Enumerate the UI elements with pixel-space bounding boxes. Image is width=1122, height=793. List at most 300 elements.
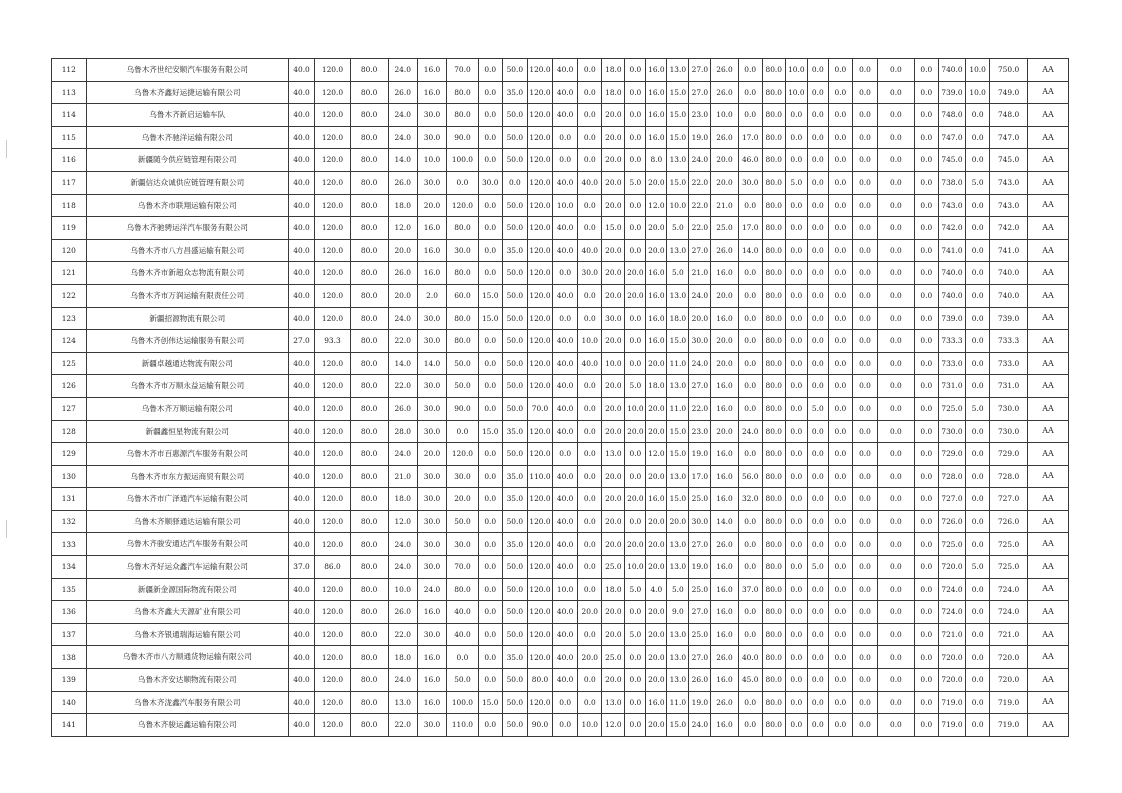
table-cell: 0.0 bbox=[852, 284, 877, 307]
table-cell: 0.0 bbox=[828, 691, 852, 714]
table-cell: 32.0 bbox=[738, 488, 762, 511]
table-row bbox=[52, 510, 1069, 533]
table-cell: 40.0 bbox=[553, 284, 578, 307]
table-cell: 20.0 bbox=[602, 239, 625, 262]
table-cell: 10.0 bbox=[966, 81, 990, 104]
table-cell: 0.0 bbox=[625, 646, 646, 669]
table-cell: 5.0 bbox=[785, 171, 807, 194]
row-number-cell: 129 bbox=[52, 443, 87, 466]
table-row bbox=[52, 488, 1069, 511]
table-cell: 18.0 bbox=[646, 375, 667, 398]
table-cell: 0.0 bbox=[785, 443, 807, 466]
table-cell: 22.0 bbox=[388, 330, 417, 353]
table-cell: 0.0 bbox=[785, 330, 807, 353]
table-cell: 0.0 bbox=[914, 239, 938, 262]
table-cell: 740.0 bbox=[938, 262, 965, 285]
company-name-cell: 乌鲁木齐驰洋运输有限公司 bbox=[86, 126, 288, 149]
table-cell: 90.0 bbox=[447, 126, 478, 149]
table-cell: 40.0 bbox=[288, 691, 314, 714]
table-cell: 20.0 bbox=[646, 420, 667, 443]
table-cell: 0.0 bbox=[914, 59, 938, 82]
table-cell: 0.0 bbox=[878, 375, 915, 398]
row-number-cell: 115 bbox=[52, 126, 87, 149]
table-cell: 40.0 bbox=[553, 465, 578, 488]
table-cell: 25.0 bbox=[602, 556, 625, 579]
table-cell: 0.0 bbox=[478, 601, 502, 624]
table-cell: 0.0 bbox=[738, 352, 762, 375]
table-cell: 731.0 bbox=[938, 375, 965, 398]
table-cell: 16.0 bbox=[711, 488, 738, 511]
table-cell: 16.0 bbox=[417, 669, 446, 692]
table-cell: 40.0 bbox=[553, 623, 578, 646]
company-name-cell: 乌鲁木齐市万顺永益运输有限公司 bbox=[86, 375, 288, 398]
table-cell: 80.0 bbox=[350, 284, 388, 307]
table-cell: 40.0 bbox=[288, 420, 314, 443]
table-cell: 0.0 bbox=[914, 262, 938, 285]
table-cell: 24.0 bbox=[417, 578, 446, 601]
table-cell: 27.0 bbox=[689, 533, 711, 556]
table-cell: 120.0 bbox=[315, 465, 351, 488]
table-cell: 5.0 bbox=[667, 217, 689, 240]
table-cell: 0.0 bbox=[738, 104, 762, 127]
table-cell: 40.0 bbox=[553, 510, 578, 533]
table-cell: 80.0 bbox=[762, 81, 785, 104]
table-cell: 739.0 bbox=[938, 307, 965, 330]
table-cell: 0.0 bbox=[852, 488, 877, 511]
table-cell: 80.0 bbox=[527, 669, 552, 692]
table-cell: 20.0 bbox=[625, 420, 646, 443]
table-cell: 21.0 bbox=[689, 262, 711, 285]
table-cell: 80.0 bbox=[762, 443, 785, 466]
table-cell: 0.0 bbox=[878, 217, 915, 240]
table-cell: 50.0 bbox=[502, 601, 527, 624]
table-cell: 19.0 bbox=[689, 556, 711, 579]
table-cell: 120.0 bbox=[447, 194, 478, 217]
table-cell: 0.0 bbox=[625, 443, 646, 466]
table-cell: 5.0 bbox=[966, 556, 990, 579]
table-cell: 21.0 bbox=[388, 465, 417, 488]
table-cell: 20.0 bbox=[646, 601, 667, 624]
grade-cell: AA bbox=[1027, 59, 1068, 82]
grade-cell: AA bbox=[1027, 239, 1068, 262]
table-cell: 80.0 bbox=[350, 443, 388, 466]
table-cell: 13.0 bbox=[667, 239, 689, 262]
table-cell: 15.0 bbox=[478, 420, 502, 443]
table-cell: 0.0 bbox=[914, 375, 938, 398]
table-cell: 0.0 bbox=[828, 239, 852, 262]
table-cell: 725.0 bbox=[990, 556, 1028, 579]
table-cell: 15.0 bbox=[667, 81, 689, 104]
table-cell: 40.0 bbox=[288, 669, 314, 692]
table-row bbox=[52, 59, 1069, 82]
table-cell: 0.0 bbox=[828, 623, 852, 646]
table-cell: 20.0 bbox=[646, 239, 667, 262]
table-cell: 80.0 bbox=[350, 126, 388, 149]
table-cell: 16.0 bbox=[711, 556, 738, 579]
table-cell: 0.0 bbox=[852, 194, 877, 217]
table-cell: 0.0 bbox=[878, 126, 915, 149]
table-cell: 30.0 bbox=[602, 307, 625, 330]
table-cell: 20.0 bbox=[447, 488, 478, 511]
grade-cell: AA bbox=[1027, 330, 1068, 353]
table-cell: 30.0 bbox=[578, 262, 602, 285]
table-cell: 0.0 bbox=[578, 578, 602, 601]
table-cell: 0.0 bbox=[878, 533, 915, 556]
table-cell: 0.0 bbox=[852, 465, 877, 488]
table-cell: 0.0 bbox=[852, 330, 877, 353]
table-row bbox=[52, 239, 1069, 262]
table-cell: 80.0 bbox=[350, 510, 388, 533]
table-cell: 50.0 bbox=[502, 623, 527, 646]
table-cell: 0.0 bbox=[878, 443, 915, 466]
table-cell: 35.0 bbox=[502, 420, 527, 443]
table-cell: 15.0 bbox=[667, 420, 689, 443]
table-row bbox=[52, 330, 1069, 353]
table-row bbox=[52, 623, 1069, 646]
table-cell: 0.0 bbox=[578, 194, 602, 217]
table-cell: 80.0 bbox=[762, 104, 785, 127]
table-cell: 15.0 bbox=[667, 714, 689, 737]
table-cell: 18.0 bbox=[602, 578, 625, 601]
table-cell: 30.0 bbox=[417, 533, 446, 556]
table-cell: 0.0 bbox=[478, 465, 502, 488]
table-cell: 0.0 bbox=[828, 126, 852, 149]
table-cell: 30.0 bbox=[417, 465, 446, 488]
table-cell: 26.0 bbox=[388, 171, 417, 194]
table-cell: 741.0 bbox=[990, 239, 1028, 262]
table-cell: 80.0 bbox=[447, 330, 478, 353]
table-cell: 16.0 bbox=[711, 601, 738, 624]
table-cell: 24.0 bbox=[689, 714, 711, 737]
table-cell: 19.0 bbox=[689, 126, 711, 149]
table-cell: 0.0 bbox=[914, 623, 938, 646]
table-cell: 0.0 bbox=[828, 217, 852, 240]
table-cell: 0.0 bbox=[785, 601, 807, 624]
table-cell: 0.0 bbox=[785, 194, 807, 217]
table-cell: 0.0 bbox=[878, 510, 915, 533]
grade-cell: AA bbox=[1027, 691, 1068, 714]
table-cell: 40.0 bbox=[553, 239, 578, 262]
table-cell: 14.0 bbox=[711, 510, 738, 533]
table-cell: 0.0 bbox=[878, 194, 915, 217]
table-cell: 50.0 bbox=[502, 126, 527, 149]
table-cell: 10.0 bbox=[553, 578, 578, 601]
table-cell: 20.0 bbox=[646, 352, 667, 375]
table-cell: 22.0 bbox=[689, 194, 711, 217]
table-cell: 0.0 bbox=[878, 397, 915, 420]
table-cell: 50.0 bbox=[502, 443, 527, 466]
table-cell: 0.0 bbox=[878, 669, 915, 692]
table-cell: 13.0 bbox=[667, 59, 689, 82]
table-cell: 0.0 bbox=[807, 59, 828, 82]
table-row bbox=[52, 104, 1069, 127]
row-number-cell: 124 bbox=[52, 330, 87, 353]
table-cell: 0.0 bbox=[966, 262, 990, 285]
table-row bbox=[52, 556, 1069, 579]
table-cell: 80.0 bbox=[350, 556, 388, 579]
table-cell: 24.0 bbox=[388, 533, 417, 556]
table-cell: 0.0 bbox=[553, 149, 578, 172]
table-cell: 16.0 bbox=[646, 307, 667, 330]
table-cell: 0.0 bbox=[553, 714, 578, 737]
grade-cell: AA bbox=[1027, 601, 1068, 624]
table-cell: 0.0 bbox=[852, 601, 877, 624]
table-cell: 729.0 bbox=[990, 443, 1028, 466]
table-cell: 50.0 bbox=[502, 397, 527, 420]
table-cell: 728.0 bbox=[938, 465, 965, 488]
table-cell: 0.0 bbox=[852, 352, 877, 375]
table-cell: 0.0 bbox=[966, 307, 990, 330]
table-cell: 120.0 bbox=[527, 59, 552, 82]
table-cell: 120.0 bbox=[315, 375, 351, 398]
table-cell: 0.0 bbox=[625, 601, 646, 624]
table-cell: 80.0 bbox=[350, 420, 388, 443]
table-cell: 0.0 bbox=[785, 149, 807, 172]
table-cell: 45.0 bbox=[738, 669, 762, 692]
table-cell: 0.0 bbox=[807, 284, 828, 307]
row-number-cell: 120 bbox=[52, 239, 87, 262]
table-cell: 22.0 bbox=[388, 375, 417, 398]
table-cell: 80.0 bbox=[350, 217, 388, 240]
table-cell: 0.0 bbox=[828, 284, 852, 307]
table-cell: 0.0 bbox=[966, 646, 990, 669]
table-cell: 0.0 bbox=[478, 669, 502, 692]
table-cell: 0.0 bbox=[807, 646, 828, 669]
table-cell: 0.0 bbox=[553, 262, 578, 285]
table-cell: 0.0 bbox=[785, 239, 807, 262]
table-cell: 50.0 bbox=[502, 284, 527, 307]
table-cell: 0.0 bbox=[478, 510, 502, 533]
table-cell: 20.0 bbox=[646, 646, 667, 669]
table-cell: 0.0 bbox=[966, 126, 990, 149]
table-cell: 747.0 bbox=[938, 126, 965, 149]
table-cell: 13.0 bbox=[667, 623, 689, 646]
table-cell: 719.0 bbox=[938, 714, 965, 737]
table-cell: 0.0 bbox=[914, 669, 938, 692]
table-cell: 0.0 bbox=[878, 691, 915, 714]
table-cell: 733.3 bbox=[990, 330, 1028, 353]
table-cell: 120.0 bbox=[315, 217, 351, 240]
grade-cell: AA bbox=[1027, 284, 1068, 307]
table-cell: 0.0 bbox=[852, 59, 877, 82]
table-cell: 0.0 bbox=[914, 217, 938, 240]
table-cell: 20.0 bbox=[417, 443, 446, 466]
table-cell: 20.0 bbox=[602, 126, 625, 149]
row-number-cell: 140 bbox=[52, 691, 87, 714]
table-cell: 15.0 bbox=[667, 488, 689, 511]
table-cell: 50.0 bbox=[502, 194, 527, 217]
table-cell: 37.0 bbox=[288, 556, 314, 579]
table-cell: 0.0 bbox=[807, 601, 828, 624]
table-cell: 0.0 bbox=[807, 149, 828, 172]
table-cell: 20.0 bbox=[602, 601, 625, 624]
table-cell: 0.0 bbox=[852, 578, 877, 601]
table-cell: 0.0 bbox=[914, 149, 938, 172]
table-cell: 40.0 bbox=[553, 217, 578, 240]
table-cell: 40.0 bbox=[447, 601, 478, 624]
table-cell: 80.0 bbox=[762, 397, 785, 420]
table-cell: 24.0 bbox=[388, 104, 417, 127]
table-cell: 80.0 bbox=[762, 59, 785, 82]
table-cell: 0.0 bbox=[738, 443, 762, 466]
table-cell: 120.0 bbox=[527, 375, 552, 398]
table-cell: 80.0 bbox=[350, 533, 388, 556]
table-cell: 20.0 bbox=[602, 510, 625, 533]
table-cell: 40.0 bbox=[288, 646, 314, 669]
table-cell: 17.0 bbox=[738, 217, 762, 240]
table-cell: 0.0 bbox=[578, 510, 602, 533]
grade-cell: AA bbox=[1027, 149, 1068, 172]
table-cell: 10.0 bbox=[625, 556, 646, 579]
table-cell: 0.0 bbox=[828, 556, 852, 579]
table-cell: 0.0 bbox=[914, 443, 938, 466]
table-cell: 0.0 bbox=[966, 714, 990, 737]
table-cell: 40.0 bbox=[553, 420, 578, 443]
table-cell: 0.0 bbox=[966, 239, 990, 262]
table-cell: 0.0 bbox=[625, 330, 646, 353]
table-cell: 10.0 bbox=[388, 578, 417, 601]
table-cell: 80.0 bbox=[350, 488, 388, 511]
table-cell: 70.0 bbox=[447, 59, 478, 82]
table-cell: 0.0 bbox=[828, 488, 852, 511]
table-cell: 80.0 bbox=[350, 646, 388, 669]
table-cell: 40.0 bbox=[553, 556, 578, 579]
table-cell: 0.0 bbox=[738, 601, 762, 624]
table-cell: 22.0 bbox=[388, 623, 417, 646]
table-cell: 80.0 bbox=[350, 149, 388, 172]
table-cell: 80.0 bbox=[350, 691, 388, 714]
row-number-cell: 123 bbox=[52, 307, 87, 330]
table-cell: 0.0 bbox=[828, 601, 852, 624]
table-cell: 16.0 bbox=[417, 601, 446, 624]
table-cell: 120.0 bbox=[315, 397, 351, 420]
row-number-cell: 133 bbox=[52, 533, 87, 556]
table-cell: 120.0 bbox=[527, 488, 552, 511]
table-cell: 26.0 bbox=[388, 601, 417, 624]
table-cell: 80.0 bbox=[762, 194, 785, 217]
table-cell: 120.0 bbox=[527, 194, 552, 217]
table-cell: 13.0 bbox=[602, 691, 625, 714]
table-cell: 0.0 bbox=[914, 510, 938, 533]
table-cell: 120.0 bbox=[527, 262, 552, 285]
table-cell: 20.0 bbox=[388, 284, 417, 307]
company-name-cell: 新疆信达众诚供应链管理有限公司 bbox=[86, 171, 288, 194]
table-cell: 30.0 bbox=[417, 171, 446, 194]
table-cell: 80.0 bbox=[762, 239, 785, 262]
table-cell: 21.0 bbox=[711, 194, 738, 217]
table-cell: 20.0 bbox=[602, 149, 625, 172]
table-cell: 24.0 bbox=[388, 307, 417, 330]
table-cell: 740.0 bbox=[938, 284, 965, 307]
table-cell: 120.0 bbox=[315, 420, 351, 443]
table-cell: 40.0 bbox=[553, 81, 578, 104]
table-cell: 0.0 bbox=[828, 714, 852, 737]
table-cell: 20.0 bbox=[417, 194, 446, 217]
table-cell: 14.0 bbox=[388, 352, 417, 375]
table-cell: 27.0 bbox=[689, 81, 711, 104]
table-cell: 0.0 bbox=[478, 375, 502, 398]
table-cell: 725.0 bbox=[938, 533, 965, 556]
company-name-cell: 乌鲁木齐鑫好运捷运输有限公司 bbox=[86, 81, 288, 104]
table-cell: 120.0 bbox=[315, 443, 351, 466]
company-name-cell: 新疆卓越通达物流有限公司 bbox=[86, 352, 288, 375]
table-cell: 25.0 bbox=[689, 488, 711, 511]
table-cell: 0.0 bbox=[828, 443, 852, 466]
table-cell: 0.0 bbox=[478, 239, 502, 262]
table-cell: 120.0 bbox=[527, 330, 552, 353]
grade-cell: AA bbox=[1027, 669, 1068, 692]
table-cell: 0.0 bbox=[785, 397, 807, 420]
table-cell: 738.0 bbox=[938, 171, 965, 194]
table-row bbox=[52, 420, 1069, 443]
table-cell: 0.0 bbox=[852, 171, 877, 194]
table-cell: 80.0 bbox=[762, 307, 785, 330]
table-cell: 743.0 bbox=[990, 171, 1028, 194]
table-cell: 80.0 bbox=[350, 194, 388, 217]
table-cell: 0.0 bbox=[852, 81, 877, 104]
table-cell: 15.0 bbox=[478, 284, 502, 307]
table-cell: 50.0 bbox=[502, 510, 527, 533]
table-cell: 16.0 bbox=[417, 691, 446, 714]
table-cell: 22.0 bbox=[388, 714, 417, 737]
table-cell: 24.0 bbox=[388, 126, 417, 149]
table-row bbox=[52, 601, 1069, 624]
table-cell: 0.0 bbox=[625, 104, 646, 127]
table-cell: 40.0 bbox=[447, 623, 478, 646]
table-cell: 30.0 bbox=[417, 307, 446, 330]
table-cell: 40.0 bbox=[288, 578, 314, 601]
company-name-cell: 乌鲁木齐骏运鑫运输有限公司 bbox=[86, 714, 288, 737]
table-cell: 25.0 bbox=[711, 217, 738, 240]
table-cell: 0.0 bbox=[966, 149, 990, 172]
table-cell: 719.0 bbox=[990, 691, 1028, 714]
table-cell: 0.0 bbox=[785, 646, 807, 669]
table-cell: 30.0 bbox=[689, 330, 711, 353]
table-cell: 12.0 bbox=[646, 194, 667, 217]
table-cell: 0.0 bbox=[785, 533, 807, 556]
grade-cell: AA bbox=[1027, 217, 1068, 240]
table-cell: 0.0 bbox=[852, 533, 877, 556]
table-cell: 26.0 bbox=[388, 397, 417, 420]
table-cell: 19.0 bbox=[689, 691, 711, 714]
table-cell: 20.0 bbox=[602, 284, 625, 307]
table-cell: 120.0 bbox=[315, 601, 351, 624]
table-cell: 40.0 bbox=[578, 171, 602, 194]
table-cell: 0.0 bbox=[578, 81, 602, 104]
table-cell: 20.0 bbox=[602, 171, 625, 194]
table-cell: 26.0 bbox=[711, 126, 738, 149]
table-cell: 0.0 bbox=[914, 533, 938, 556]
table-cell: 30.0 bbox=[417, 104, 446, 127]
table-cell: 80.0 bbox=[762, 714, 785, 737]
table-cell: 0.0 bbox=[807, 239, 828, 262]
table-cell: 20.0 bbox=[667, 510, 689, 533]
table-cell: 719.0 bbox=[990, 714, 1028, 737]
table-cell: 80.0 bbox=[350, 330, 388, 353]
table-row bbox=[52, 307, 1069, 330]
table-cell: 27.0 bbox=[689, 59, 711, 82]
company-name-cell: 新疆新金源国际物流有限公司 bbox=[86, 578, 288, 601]
table-cell: 28.0 bbox=[388, 420, 417, 443]
table-cell: 20.0 bbox=[602, 669, 625, 692]
table-cell: 0.0 bbox=[578, 443, 602, 466]
table-cell: 120.0 bbox=[527, 149, 552, 172]
table-cell: 0.0 bbox=[578, 533, 602, 556]
table-cell: 740.0 bbox=[938, 59, 965, 82]
table-cell: 120.0 bbox=[527, 533, 552, 556]
table-cell: 16.0 bbox=[711, 669, 738, 692]
company-name-cell: 乌鲁木齐泷鑫汽车服务有限公司 bbox=[86, 691, 288, 714]
